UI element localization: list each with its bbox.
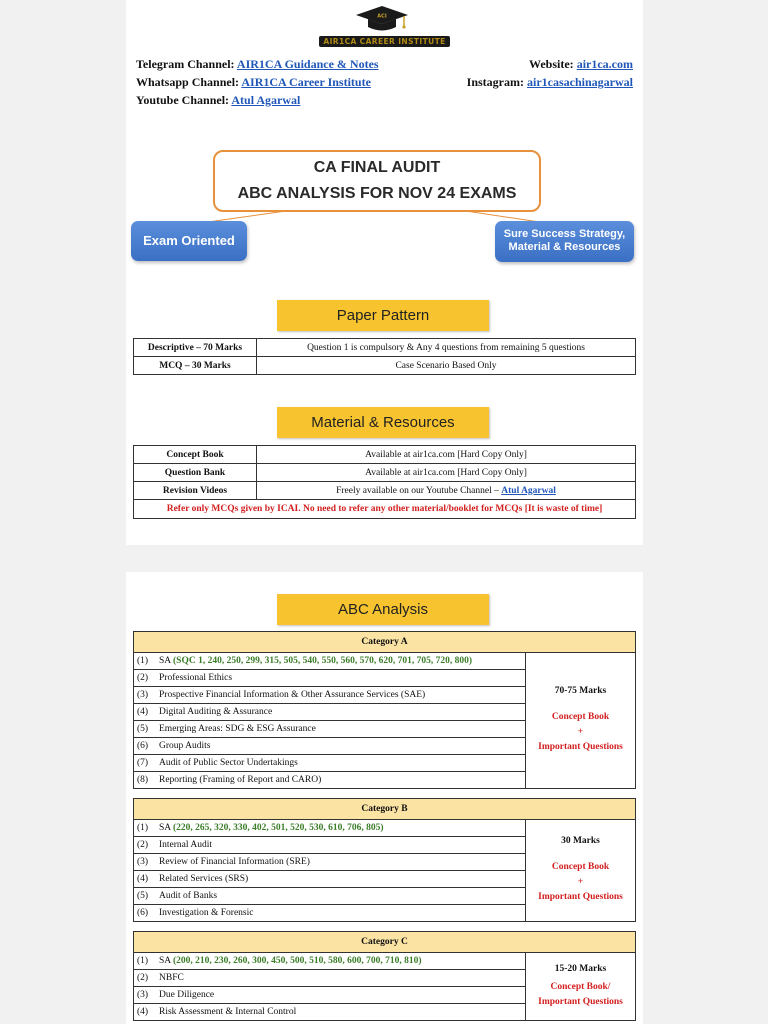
table-row [134,482,636,500]
item-text: Related Services (SRS) [159,874,249,884]
item-number: (8) [137,775,149,785]
item-text: Professional Ethics [159,673,233,683]
contact-block [136,56,633,110]
item-text: Review of Financial Information (SRE) [159,857,310,867]
red-note: Concept Book [551,862,610,872]
item-text: Risk Assessment & Internal Control [159,1007,297,1017]
red-note: + [577,727,584,737]
table-cell: Case Scenario Based Only [257,357,636,375]
item-number: (4) [137,707,149,717]
table-cell: MCQ – 30 Marks [134,357,257,375]
item-cell [134,837,526,854]
telegram-link[interactable]: AIR1CA Guidance & Notes [236,57,379,71]
document-page-2 [126,572,643,1024]
category-b-table [133,798,636,922]
item-text: Prospective Financial Information & Other Assurance Services (SAE) [159,690,426,700]
item-cell [134,772,526,789]
item-cell [134,755,526,772]
mcq-warning: Refer only MCQs given by ICAI. No need to refer any other material/booklet for MCQs [It is waste of time] [133,499,636,519]
item-cell [134,970,526,987]
item-cell [134,820,526,837]
item-text: SA [159,956,173,966]
item-cell [134,871,526,888]
item-number: (1) [137,656,149,666]
youtube-link[interactable]: Atul Agarwal [231,93,301,107]
instagram-link[interactable]: air1casachinagarwal [527,75,633,89]
item-number: (5) [137,724,149,734]
item-number: (5) [137,891,149,901]
red-note: Concept Book [551,712,610,722]
table-row [134,339,636,357]
table-cell: Question Bank [134,464,257,482]
whatsapp-link[interactable]: AIR1CA Career Institute [241,75,371,89]
item-cell [134,905,526,922]
category-title: Category C [134,932,636,953]
item-number: (4) [137,874,149,884]
document-page-1 [126,0,643,545]
item-cell [134,987,526,1004]
table-row [134,464,636,482]
table-cell: Available at air1ca.com [Hard Copy Only] [257,446,636,464]
sa-list: (SQC 1, 240, 250, 299, 315, 505, 540, 550, 560, 570, 620, 701, 705, 720, 800) [173,656,472,666]
red-note: Important Questions [538,892,623,902]
logo [126,4,643,50]
red-note: + [577,877,584,887]
category-title: Category B [134,799,636,820]
item-number: (2) [137,673,149,683]
item-number: (3) [137,990,149,1000]
table-cell [257,482,636,500]
sa-list: (220, 265, 320, 330, 402, 501, 520, 530, 610, 706, 805) [173,823,384,833]
red-note: Concept Book/ [550,981,611,992]
list-item [134,653,636,670]
table-cell: Concept Book [134,446,257,464]
item-text: Digital Auditing & Assurance [159,707,273,717]
website-label: Website: [529,57,574,71]
red-note: Important Questions [538,742,623,752]
item-number: (2) [137,973,149,983]
item-text: Internal Audit [159,840,213,850]
paper-pattern-heading: Paper Pattern [277,300,489,331]
item-cell [134,704,526,721]
item-text: Investigation & Forensic [159,908,254,918]
title-line-2: ABC ANALYSIS FOR NOV 24 EXAMS [237,185,517,202]
item-text: Audit of Public Sector Undertakings [159,758,298,768]
item-number: (6) [137,908,149,918]
category-title: Category A [134,632,636,653]
revision-videos-text: Freely available on our Youtube Channel – [336,485,502,496]
item-cell [134,1004,526,1021]
sa-list: (200, 210, 230, 260, 300, 450, 500, 510, 580, 600, 700, 710, 810) [173,956,422,966]
item-cell [134,653,526,670]
item-number: (3) [137,690,149,700]
item-cell [134,888,526,905]
item-cell [134,670,526,687]
item-text: Audit of Banks [159,891,218,901]
item-number: (2) [137,840,149,850]
marks-label: 15-20 Marks [554,963,607,974]
item-number: (4) [137,1007,149,1017]
category-c-table [133,931,636,1021]
materials-heading: Material & Resources [277,407,489,438]
table-row [134,357,636,375]
title-box [213,150,541,212]
abc-analysis-heading: ABC Analysis [277,594,489,625]
youtube-label: Youtube Channel: [136,93,230,107]
list-item [134,820,636,837]
strategy-bubble-line-1: Sure Success Strategy, [503,228,626,240]
telegram-label: Telegram Channel: [136,57,235,71]
item-number: (7) [137,758,149,768]
strategy-bubble-line-2: Material & Resources [508,241,621,253]
item-cell [134,721,526,738]
table-cell: Descriptive – 70 Marks [134,339,257,357]
item-number: (1) [137,823,149,833]
item-text: Reporting (Framing of Report and CARO) [159,775,322,785]
materials-table [133,445,636,500]
title-line-1: CA FINAL AUDIT [313,159,441,176]
svg-text:ACI: ACI [377,13,387,20]
item-text: SA [159,823,173,833]
item-number: (6) [137,741,149,751]
item-cell [134,738,526,755]
item-text: Emerging Areas: SDG & ESG Assurance [159,724,316,734]
item-number: (1) [137,956,149,966]
strategy-bubble [495,221,634,262]
category-c-marks-cell [526,953,636,1021]
category-a-table [133,631,636,789]
exam-oriented-bubble: Exam Oriented [131,221,247,261]
category-b-marks-cell [526,820,636,922]
whatsapp-label: Whatsapp Channel: [136,75,240,89]
list-item [134,953,636,970]
table-cell: Revision Videos [134,482,257,500]
item-cell [134,854,526,871]
website-link[interactable]: air1ca.com [576,57,633,71]
item-text: Due Diligence [159,990,215,1000]
item-text: Group Audits [159,741,211,751]
table-row [134,446,636,464]
marks-label: 70-75 Marks [554,686,607,696]
instagram-label: Instagram: [466,75,524,89]
marks-label: 30 Marks [561,836,600,846]
item-cell [134,687,526,704]
item-number: (3) [137,857,149,867]
table-cell: Available at air1ca.com [Hard Copy Only] [257,464,636,482]
item-text: NBFC [159,973,184,983]
red-note: Important Questions [538,996,623,1007]
item-text: SA [159,656,173,666]
paper-pattern-table [133,338,636,375]
table-cell: Question 1 is compulsory & Any 4 questions from remaining 5 questions [257,339,636,357]
item-cell [134,953,526,970]
youtube-channel-link[interactable]: Atul Agarwal [501,485,556,496]
logo-text: AIR1CA CAREER INSTITUTE [319,36,449,47]
graduation-cap-icon [354,4,410,34]
category-a-marks-cell [526,653,636,789]
